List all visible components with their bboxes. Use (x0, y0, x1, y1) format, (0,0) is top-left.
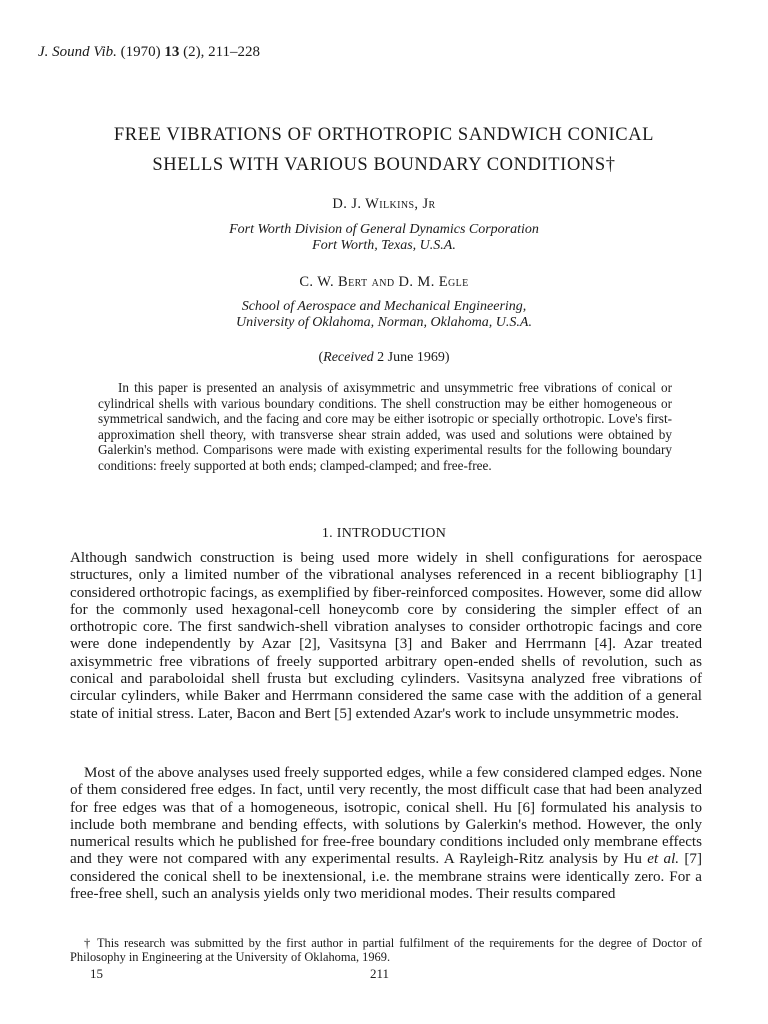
affiliation-1-line-1: Fort Worth Division of General Dynamics Corporation (229, 222, 539, 237)
journal-issue-pages: (2), 211–228 (183, 44, 261, 60)
received-date: (Received 2 June 1969) (318, 350, 450, 365)
paragraph-2-et-al: et al. (647, 851, 680, 868)
affiliation-1-line-2: Fort Worth, Texas, U.S.A. (312, 238, 456, 253)
affiliation-1 (0, 222, 768, 254)
journal-year: (1970) (120, 44, 161, 60)
paragraph-2-part-1: Most of the above analyses used freely supported edges, while a few considered clamped edges. None of them considered free edges. In fact, until very recently, the most difficult case that had been analyzed for free edges was that of a homogeneous, isotropic, conical shell. Hu [6] formulated his analysis to include both membrane and bending effects, with solutions by Galerkin's method. However, the only numerical results which he published for free-free boundary conditions included only membrane effects and they were not compared with any experimental results. A Rayleigh-Ritz analysis by Hu (70, 765, 702, 868)
received-label: Received (323, 350, 374, 365)
paragraph-2-part-2: [7] considered the conical shell to be inextensional, i.e. the membrane strains were identically zero. For a free-free shell, such an analysis yields only two meridional modes. Their results compared (70, 851, 702, 903)
page-number-center: 211 (370, 966, 390, 981)
author-names-2: C. W. Bert and D. M. Egle (299, 274, 469, 290)
paragraph-2 (70, 765, 702, 903)
footnote: † This research was submitted by the first author in partial fulfilment of the requirements for the degree of Doctor of Philosophy in Engineering at the University of Oklahoma, 1969. (70, 936, 702, 964)
abstract: In this paper is presented an analysis of axisymmetric and unsymmetric free vibrations of conical or cylindrical shells with various boundary conditions. The shell construction may be either homogeneous or symmetrical sandwich, and the facing and core may be either isotropic or specially orthotropic. Love's first-approximation shell theory, with transverse shear strain added, was used and solutions were obtained by Galerkin's method. Comparisons were made with existing experimental results for the following boundary conditions: freely supported at both ends; clamped-clamped; and free-free. (98, 380, 672, 473)
journal-volume: 13 (164, 44, 180, 60)
affiliation-2-line-1: School of Aerospace and Mechanical Engineering, (241, 299, 527, 314)
paragraph-1: Although sandwich construction is being used more widely in shell configurations for aerospace structures, only a limited number of the vibrational analyses referenced in a recent bibliography [1] considered orthotropic facings, as exemplified by fiber-reinforced composites. However, some did allow for the commonly used hexagonal-cell honeycomb core by considering the simpler effect of an orthotropic core. The first sandwich-shell vibration analyses to consider orthotropic facings and core were done independently by Azar [2], Vasitsyna [3] and Baker and Herrmann [4]. Azar treated axisymmetric free vibrations of freely supported arbitrary open-ended shells of revolution, such as conical and paraboloidal shell frusta but excluding cylinders. Vasitsyna analyzed free vibrations of circular cylinders, while Baker and Herrmann considered the same case with the addition of a general state of initial stress. Later, Bacon and Bert [5] extended Azar's work to include unsymmetric modes. (70, 550, 702, 722)
affiliation-2 (0, 299, 768, 331)
received-date-value: 2 June 1969 (377, 350, 445, 365)
journal-name: J. Sound Vib. (38, 44, 117, 60)
journal-citation (38, 44, 260, 61)
affiliation-2-line-2: University of Oklahoma, Norman, Oklahoma, U.S.A. (236, 315, 532, 330)
author-names-1: D. J. Wilkins, Jr (332, 196, 436, 212)
paper-title-line-1: FREE VIBRATIONS OF ORTHOTROPIC SANDWICH CONICAL (113, 125, 655, 145)
paper-title-line-2: SHELLS WITH VARIOUS BOUNDARY CONDITIONS† (152, 155, 616, 175)
section-heading-introduction: 1. INTRODUCTION (321, 526, 447, 541)
page-number-left: 15 (90, 966, 103, 981)
